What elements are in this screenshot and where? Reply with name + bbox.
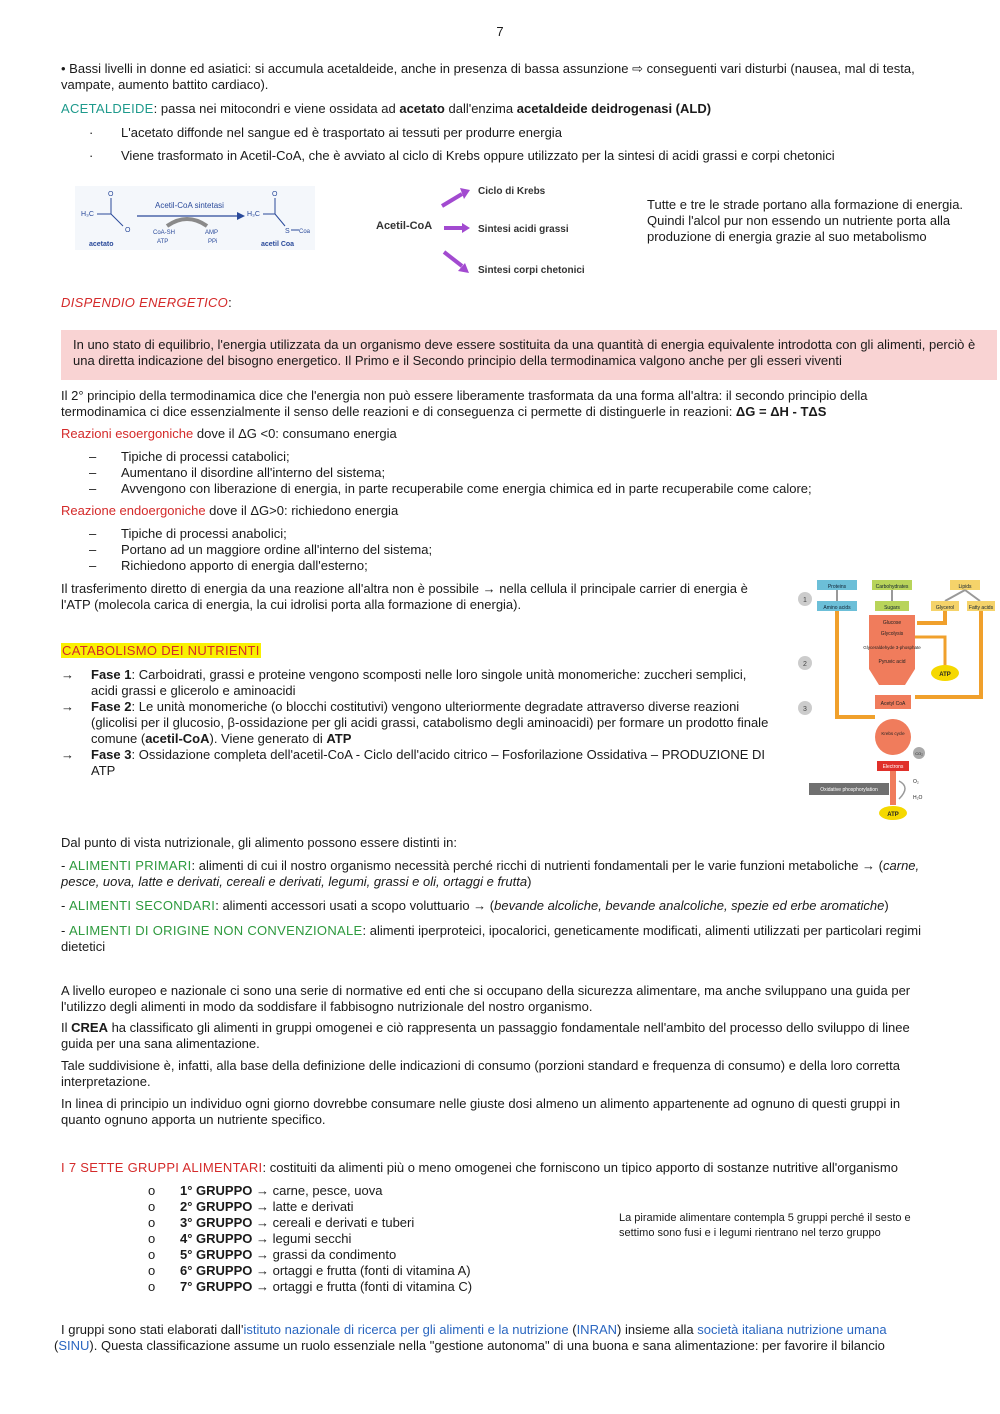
atp-bubble-2: ATP — [887, 812, 899, 818]
list-item: → Fase 3: Ossidazione completa dell'acetil-CoA - Ciclo dell'acido citrico – Fosforilazione Ossidativa – PRODUZIONE DI ATP — [61, 747, 766, 778]
intro-bullet: • Bassi livelli in donne ed asiatici: si accumula acetaldeide, anche in presenza di bassa assunzione ⇨ conseguenti vari disturbi (nausea, mal di testa, vampate, aumento battito cardiaco). — [61, 61, 915, 92]
lipids-box: Lipids — [958, 584, 972, 590]
alimenti-non-convenzionali: - ALIMENTI DI ORIGINE NON CONVENZIONALE: alimenti iperproteici, ipocalorici, geneticamente modificati, alimenti utilizzati per particolari regimi dietetici — [61, 923, 921, 954]
path-acidi-grassi: Sintesi acidi grassi — [478, 224, 569, 235]
list-item: – Tipiche di processi catabolici; — [89, 449, 290, 464]
svg-text:PPi: PPi — [208, 239, 218, 245]
svg-text:Coa: Coa — [299, 229, 311, 235]
svg-text:H₂O: H₂O — [913, 795, 923, 801]
svg-text:CO₂: CO₂ — [915, 751, 923, 756]
step-2-marker: 2 — [803, 661, 807, 668]
acetil-coa-label: acetil Coa — [261, 241, 295, 248]
dispendio-title: DISPENDIO ENERGETICO: — [61, 295, 232, 310]
svg-text:ATP: ATP — [157, 239, 169, 245]
alimenti-primari: - ALIMENTI PRIMARI: alimenti di cui il nostro organismo necessità perché ricchi di nutrienti fondamentali per le varie funzioni metaboliche → (carne, pesce, uova, latte e derivati, cereali e derivati, legumi, grassi e oli, ortaggi e frutta) — [61, 858, 920, 889]
eso-list — [61, 449, 941, 497]
list-item: o 4° GRUPPO → legumi secchi — [148, 1231, 352, 1246]
krebs-cycle: Krebs cycle — [881, 731, 905, 736]
path-krebs: Ciclo di Krebs — [478, 186, 546, 197]
alimenti-secondari: - ALIMENTI SECONDARI: alimenti accessori usati a scopo voluttuario → (bevande alcoliche, bevande analcoliche, spezie ed erbe aromatiche) — [61, 898, 889, 913]
step-1-marker: 1 — [803, 597, 807, 604]
sinu-link[interactable]: società italiana nutrizione umana — [697, 1322, 887, 1337]
thermo-paragraph: Il 2° principio della termodinamica dice che l'energia non può essere liberamente trasformata da una forma all'altra: il secondo principio della termodinamica ci dice essenzialmente il senso delle reazioni e di conseguenza ci permette di distinguerle in reazioni: ΔG = ΔH - TΔS — [61, 388, 868, 419]
definition-text: In uno stato di equilibrio, l'energia utilizzata da un organismo deve essere sostituita da una quantità di energia equivalente introdotta con gli alimenti, perciò è una diretta indicazione del bisogno energetico. Il Primo e il Secondo principio della termodinamica valgono anche per gli esseri viventi — [73, 337, 976, 368]
step-3-marker: 3 — [803, 706, 807, 713]
h3c-left: H₃C — [81, 211, 94, 218]
endo-list — [61, 526, 941, 574]
atp-paragraph: Il trasferimento diretto di energia da una reazione all'altra non è possibile → nella cellula il principale carrier di energia è l'ATP (molecola carica di energia, la cui idrolisi porta alla formazione di energia). — [61, 581, 748, 612]
proteins-box: Proteins — [827, 584, 847, 590]
svg-text:O: O — [272, 191, 278, 198]
svg-text:S: S — [285, 228, 290, 235]
sinu-abbr[interactable]: SINU — [58, 1338, 90, 1353]
atp-bubble-1: ATP — [939, 672, 951, 678]
svg-text:Glyceraldehyde 3-phosphate: Glyceraldehyde 3-phosphate — [863, 645, 921, 650]
amino-acids-box: Amino acids — [823, 605, 851, 611]
sugars-box: Sugars — [884, 605, 900, 611]
list-item: o 3° GRUPPO → cereali e derivati e tuberi — [148, 1215, 415, 1230]
metabolism-diagram — [795, 577, 1000, 822]
inran-abbr[interactable]: INRAN — [576, 1322, 618, 1337]
list-item: · L'acetato diffonde nel sangue ed è trasportato ai tessuti per produrre energia — [89, 125, 562, 140]
list-item: → Fase 1: Carboidrati, grassi e proteine vengono scomposti nelle loro singole unità monomeriche: zuccheri semplici, acidi grassi e glicerolo e aminoacidi — [61, 667, 747, 698]
svg-text:CoA-SH: CoA-SH — [153, 230, 176, 236]
carbohydrates-box: Carbohydrates — [875, 584, 909, 590]
electrons-box: Electrons — [882, 764, 904, 770]
paragraph-principio: In linea di principio un individuo ogni giorno dovrebbe consumare nelle giuste dosi almeno un alimento appartenente ad ognuno di questi gruppi in quanto ognuno apporta un nutriente specifico. — [61, 1096, 901, 1127]
svg-text:AMP: AMP — [205, 230, 219, 236]
acetato-label: acetato — [89, 241, 114, 248]
list-item: o 2° GRUPPO → latte e derivati — [148, 1199, 354, 1214]
final-paragraph: I gruppi sono stati elaborati dall'istituto nazionale di ricerca per gli alimenti e la nutrizione (INRAN) insieme alla società italiana nutrizione umana (SINU). Questa classificazione assume un ruolo essenziale nella "gestione autonoma" di una buona e sana alimentazione: per favorire il bilancio — [54, 1322, 887, 1353]
glycerol-box: Glycerol — [935, 605, 955, 611]
acetil-coa-pathways-scheme — [372, 180, 597, 280]
svg-text:O: O — [125, 227, 131, 234]
definition-box — [61, 330, 997, 380]
fatty-acids-box: Fatty acids — [968, 605, 994, 611]
list-item: o 5° GRUPPO → grassi da condimento — [148, 1247, 397, 1262]
list-item: → Fase 2: Le unità monomeriche (o blocchi costitutivi) vengono ulteriormente degradate attraverso diverse reazioni (glicolisi per il glucosio, β-ossidazione per gli acidi grassi, catabolismo degli aminoacidi) per formare un prodotto finale comune (acetil-CoA). Viene generato di ATP — [61, 699, 769, 746]
list-item: · Viene trasformato in Acetil-CoA, che è avviato al ciclo di Krebs oppure utilizzato per la sintesi di acidi grassi e corpi chetonici — [89, 148, 835, 163]
acetyl-coa-box: Acetyl CoA — [880, 701, 906, 707]
list-item: – Aumentano il disordine all'interno del sistema; — [89, 465, 386, 480]
gruppi-heading: I 7 SETTE GRUPPI ALIMENTARI: costituiti da alimenti più o meno omogenei che forniscono un tipico apporto di sostanze nutritive all'organismo — [61, 1160, 898, 1175]
oxphos-box: Oxidative phosphorylation — [820, 787, 878, 793]
eso-heading: Reazioni esoergoniche dove il ΔG <0: consumano energia — [61, 426, 397, 441]
h3c-right: H₃C — [247, 211, 260, 218]
catabolismo-title: CATABOLISMO DEI NUTRIENTI — [62, 643, 260, 658]
gruppi-list — [120, 1183, 540, 1295]
thermo-formula: ΔG = ΔH - TΔS — [735, 404, 827, 419]
acetil-coa-center: Acetil-CoA — [376, 220, 433, 232]
list-item: – Avvengono con liberazione di energia, in parte recuperabile come energia chimica ed in parte recuperabile come calore; — [89, 481, 812, 496]
list-item: – Portano ad un maggiore ordine all'interno del sistema; — [89, 542, 433, 557]
svg-text:Glycolysis: Glycolysis — [880, 631, 904, 637]
path-corpi-chetonici: Sintesi corpi chetonici — [478, 265, 585, 276]
list-item: o 7° GRUPPO → ortaggi e frutta (fonti di vitamina C) — [148, 1279, 473, 1294]
paragraph-suddivisione: Tale suddivisione è, infatti, alla base della definizione delle indicazioni di consumo (porzioni standard e frequenza di consumo) e della loro corretta interpretazione. — [61, 1058, 900, 1089]
endo-heading: Reazione endoergoniche dove il ΔG>0: richiedono energia — [61, 503, 399, 518]
enzyme-label: Acetil-CoA sintetasi — [155, 201, 224, 210]
fasi-list — [61, 667, 773, 779]
svg-text:Pyruvic acid: Pyruvic acid — [878, 659, 906, 665]
acetaldeide-label: ACETALDEIDE — [61, 101, 154, 116]
svg-text:Glucose: Glucose — [882, 620, 902, 626]
paragraph-normative: A livello europeo e nazionale ci sono una serie di normative ed enti che si occupano della sicurezza alimentare, ma anche sviluppano una guida per l'utilizzo degli alimenti in modo da soddisfare il fabbisogno nutrizionale del nostro organismo. — [61, 983, 911, 1014]
energy-note: Tutte e tre le strade portano alla formazione di energia. Quindi l'alcol pur non essendo un nutriente porta alla produzione di energia grazie al suo metabolismo — [647, 197, 964, 244]
alimenti-intro: Dal punto di vista nutrizionale, gli alimento possono essere distinti in: — [61, 835, 457, 850]
acetaldeide-line: ACETALDEIDE: passa nei mitocondri e viene ossidata ad acetato dall'enzima acetaldeide deidrogenasi (ALD) — [61, 101, 712, 116]
acetil-coa-synthetase-scheme — [75, 186, 315, 250]
list-item: – Richiedono apporto di energia dall'esterno; — [89, 558, 368, 573]
list-item: o 1° GRUPPO → carne, pesce, uova — [148, 1183, 383, 1198]
inran-link[interactable]: istituto nazionale di ricerca per gli alimenti e la nutrizione — [243, 1322, 569, 1337]
piramide-note: La piramide alimentare contempla 5 gruppi perché il sesto e settimo sono fusi e i legumi rientrano nel terzo gruppo — [619, 1212, 911, 1239]
acetaldeide-list — [61, 125, 961, 164]
svg-text:O: O — [108, 191, 114, 198]
page-number: 7 — [496, 24, 504, 39]
list-item: – Tipiche di processi anabolici; — [89, 526, 287, 541]
paragraph-crea: Il CREA ha classificato gli alimenti in gruppi omogenei e ciò rappresenta un passaggio fondamentale nell'ambito del processo dello sviluppo di linee guida per una sana alimentazione. — [61, 1020, 910, 1051]
list-item: o 6° GRUPPO → ortaggi e frutta (fonti di vitamina A) — [148, 1263, 471, 1278]
svg-text:O₂: O₂ — [913, 779, 919, 785]
